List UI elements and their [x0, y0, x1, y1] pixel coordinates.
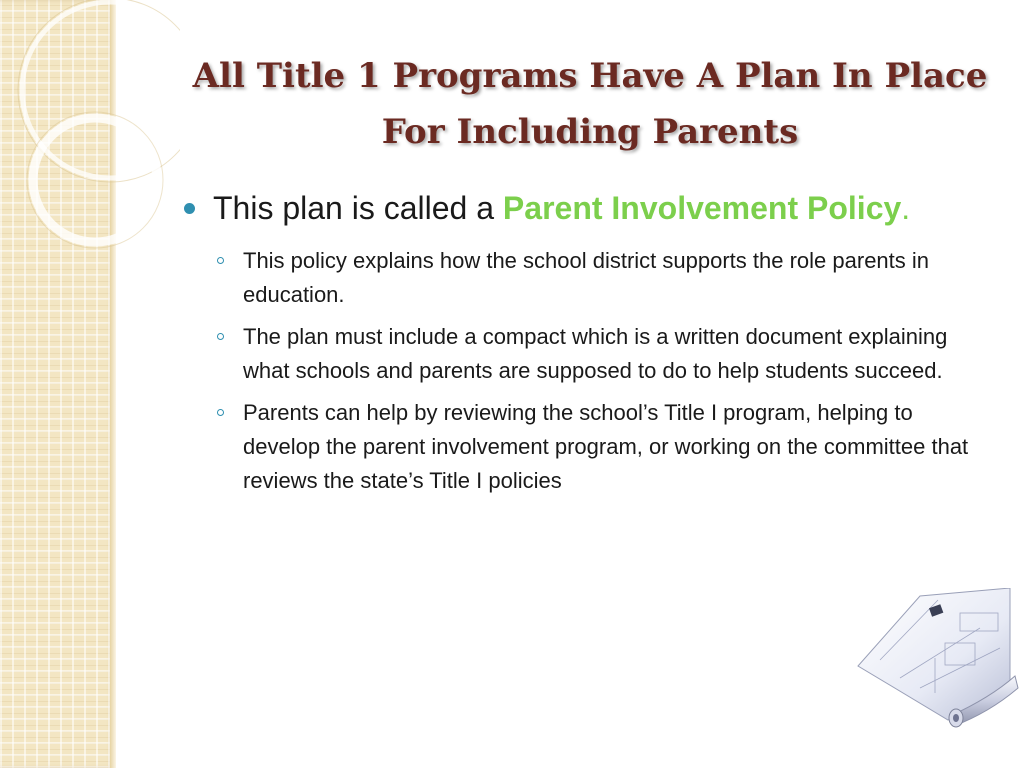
bullet-end: . [901, 190, 911, 226]
bullet-highlight: Parent Involvement Policy [502, 190, 902, 226]
ring-bullet-icon [217, 409, 224, 416]
slide-content [178, 186, 988, 506]
subbullet-text: Parents can help by reviewing the school’s Title I program, helping to develop the parent involvement program, or working on the committee that reviews the state’s Title I policies [243, 400, 969, 493]
bullet-text: This plan is called a [213, 190, 503, 226]
bullet-item [178, 186, 988, 230]
subbullet-list [178, 244, 988, 498]
slide-title: All Title 1 Programs Have A Plan In Place For Including Parents [192, 56, 988, 152]
bullet-dot-icon [184, 203, 195, 214]
subbullet-item [208, 244, 988, 312]
ring-bullet-icon [217, 257, 224, 264]
blueprint-roll-icon [850, 588, 1020, 728]
subbullet-item [208, 396, 988, 498]
subbullet-text: The plan must include a compact which is a written document explaining what schools and parents are supposed to do to help students succeed. [243, 324, 948, 383]
ring-bullet-icon [217, 333, 224, 340]
circle-rings-icon [0, 0, 180, 260]
subbullet-text: This policy explains how the school district supports the role parents in education. [243, 248, 930, 307]
subbullet-item [208, 320, 988, 388]
